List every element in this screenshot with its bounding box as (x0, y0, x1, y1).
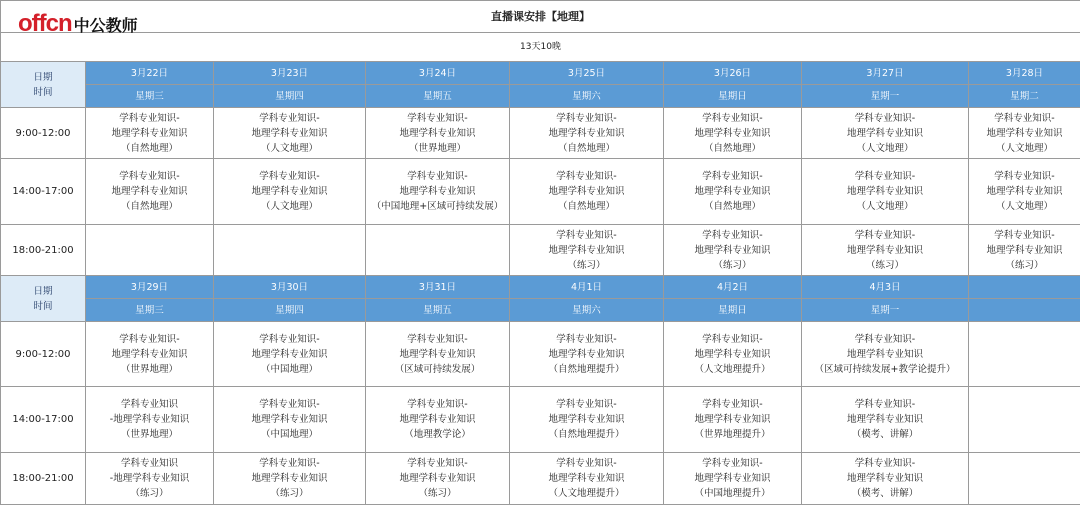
course-line: 学科专业知识- (510, 228, 663, 243)
weekday-cell (969, 299, 1080, 322)
course-line: （模考、讲解） (802, 486, 968, 501)
course-line: 地理学科专业知识 (664, 412, 801, 427)
course-line: 学科专业知识- (969, 228, 1080, 243)
course-cell (664, 453, 802, 505)
course-line: （人文地理） (214, 141, 365, 156)
course-line: 学科专业知识- (366, 111, 509, 126)
course-line: 学科专业知识- (510, 397, 663, 412)
course-line: 地理学科专业知识 (214, 184, 365, 199)
time-slot-row (1, 322, 1080, 387)
course-line: 地理学科专业知识 (802, 471, 968, 486)
course-line: （自然地理提升） (510, 427, 663, 442)
course-line: 地理学科专业知识 (802, 126, 968, 141)
weekday-cell: 星期六 (510, 299, 664, 322)
course-line: 地理学科专业知识 (969, 184, 1080, 199)
course-cell (664, 225, 802, 276)
time-slot-label: 18:00-21:00 (1, 453, 86, 505)
course-cell (664, 159, 802, 225)
course-line: 学科专业知识- (969, 111, 1080, 126)
course-line: 地理学科专业知识 (802, 184, 968, 199)
time-slot-label: 14:00-17:00 (1, 387, 86, 453)
weekday-cell: 星期一 (802, 85, 969, 108)
course-line: （世界地理） (86, 362, 213, 377)
course-line: （地理教学论） (366, 427, 509, 442)
course-line: 地理学科专业知识 (664, 347, 801, 362)
course-cell (214, 322, 366, 387)
course-line: （模考、讲解） (802, 427, 968, 442)
course-cell (86, 322, 214, 387)
date-cell: 3月27日 (802, 62, 969, 85)
course-cell (510, 322, 664, 387)
course-line: （区域可持续发展） (366, 362, 509, 377)
course-line: -地理学科专业知识 (86, 412, 213, 427)
course-cell (86, 387, 214, 453)
label-time: 时间 (1, 85, 85, 100)
date-header-row (1, 276, 1080, 299)
course-line: 地理学科专业知识 (86, 126, 213, 141)
course-line: （自然地理） (510, 141, 663, 156)
course-cell (214, 453, 366, 505)
course-cell (510, 453, 664, 505)
weekday-cell: 星期六 (510, 85, 664, 108)
weekday-cell: 星期四 (214, 85, 366, 108)
course-line: （自然地理） (664, 199, 801, 214)
course-cell (969, 159, 1080, 225)
course-cell (86, 108, 214, 159)
course-line: （自然地理） (86, 141, 213, 156)
date-cell: 3月23日 (214, 62, 366, 85)
time-slot-row (1, 387, 1080, 453)
offcn-logo (18, 6, 138, 42)
course-line: 地理学科专业知识 (366, 471, 509, 486)
course-line: （人文地理） (214, 199, 365, 214)
course-line: （区域可持续发展+教学论提升） (802, 362, 968, 377)
course-line: 地理学科专业知识 (969, 243, 1080, 258)
course-line: （中国地理提升） (664, 486, 801, 501)
course-line: （人文地理） (969, 141, 1080, 156)
course-line: 学科专业知识- (802, 169, 968, 184)
course-line: 学科专业知识- (664, 332, 801, 347)
weekday-cell: 星期二 (969, 85, 1080, 108)
course-cell (664, 108, 802, 159)
course-line: 学科专业知识- (366, 169, 509, 184)
course-line: （自然地理） (86, 199, 213, 214)
course-line: 学科专业知识- (214, 332, 365, 347)
course-line: 学科专业知识- (510, 332, 663, 347)
course-line: 学科专业知识- (214, 169, 365, 184)
weekday-cell: 星期五 (366, 85, 510, 108)
course-cell (510, 108, 664, 159)
course-line: 学科专业知识- (510, 111, 663, 126)
course-line: 学科专业知识- (86, 111, 213, 126)
course-line: 学科专业知识- (802, 332, 968, 347)
weekday-header-row (1, 299, 1080, 322)
course-line: 地理学科专业知识 (214, 412, 365, 427)
date-time-label (1, 62, 86, 108)
course-line: 地理学科专业知识 (214, 471, 365, 486)
weekday-cell: 星期三 (86, 299, 214, 322)
course-line: 学科专业知识 (86, 456, 213, 471)
course-line: （世界地理） (366, 141, 509, 156)
course-line: 学科专业知识- (214, 456, 365, 471)
course-cell (969, 387, 1080, 453)
course-line: 地理学科专业知识 (366, 184, 509, 199)
course-cell (664, 322, 802, 387)
course-line: （人文地理） (802, 199, 968, 214)
weekday-cell: 星期日 (664, 85, 802, 108)
course-cell (969, 108, 1080, 159)
course-line: 学科专业知识- (664, 111, 801, 126)
course-cell (214, 387, 366, 453)
course-line: 地理学科专业知识 (802, 243, 968, 258)
date-cell: 3月30日 (214, 276, 366, 299)
course-line: 地理学科专业知识 (664, 184, 801, 199)
course-line: 学科专业知识- (86, 332, 213, 347)
course-cell (86, 225, 214, 276)
course-line: 地理学科专业知识 (510, 471, 663, 486)
course-line: 地理学科专业知识 (86, 347, 213, 362)
date-cell: 3月28日 (969, 62, 1080, 85)
course-cell (802, 108, 969, 159)
course-line: 学科专业知识- (802, 111, 968, 126)
label-date: 日期 (1, 284, 85, 299)
course-line: 地理学科专业知识 (664, 243, 801, 258)
course-cell (802, 225, 969, 276)
course-line: （人文地理提升） (664, 362, 801, 377)
date-cell: 4月2日 (664, 276, 802, 299)
course-line: 学科专业知识- (510, 456, 663, 471)
course-line: 学科专业知识- (664, 397, 801, 412)
date-cell: 3月25日 (510, 62, 664, 85)
course-line: 地理学科专业知识 (664, 126, 801, 141)
course-line: 地理学科专业知识 (969, 126, 1080, 141)
course-line: 学科专业知识- (802, 456, 968, 471)
course-line: （人文地理） (802, 141, 968, 156)
course-line: 学科专业知识 (86, 397, 213, 412)
course-line: 地理学科专业知识 (510, 347, 663, 362)
date-cell: 3月29日 (86, 276, 214, 299)
course-line: （练习） (86, 486, 213, 501)
course-line: 地理学科专业知识 (214, 126, 365, 141)
course-line: 学科专业知识- (366, 456, 509, 471)
time-slot-label: 9:00-12:00 (1, 108, 86, 159)
course-cell (802, 453, 969, 505)
date-cell: 3月24日 (366, 62, 510, 85)
course-line: 学科专业知识- (802, 397, 968, 412)
course-line: （练习） (510, 258, 663, 273)
course-cell (214, 159, 366, 225)
course-cell (214, 225, 366, 276)
time-slot-label: 18:00-21:00 (1, 225, 86, 276)
course-line: （世界地理提升） (664, 427, 801, 442)
course-cell (510, 159, 664, 225)
course-line: （人文地理） (969, 199, 1080, 214)
course-line: 地理学科专业知识 (214, 347, 365, 362)
weekday-cell: 星期四 (214, 299, 366, 322)
course-cell (86, 453, 214, 505)
course-line: （练习） (664, 258, 801, 273)
course-line: 地理学科专业知识 (802, 412, 968, 427)
course-line: 地理学科专业知识 (802, 347, 968, 362)
course-line: 学科专业知识- (366, 332, 509, 347)
course-line: 地理学科专业知识 (366, 347, 509, 362)
label-time: 时间 (1, 299, 85, 314)
time-slot-label: 14:00-17:00 (1, 159, 86, 225)
course-cell (214, 108, 366, 159)
course-line: 学科专业知识- (664, 228, 801, 243)
course-cell (366, 159, 510, 225)
course-cell (802, 322, 969, 387)
course-line: （练习） (366, 486, 509, 501)
course-line: 学科专业知识- (510, 169, 663, 184)
course-cell (366, 225, 510, 276)
time-slot-label: 9:00-12:00 (1, 322, 86, 387)
course-cell (366, 322, 510, 387)
course-line: 学科专业知识- (86, 169, 213, 184)
weekday-cell: 星期五 (366, 299, 510, 322)
schedule-subtitle: 13天10晚 (1, 33, 1080, 62)
logo-name: 中公教师 (74, 13, 138, 36)
date-cell: 4月3日 (802, 276, 969, 299)
date-cell: 3月22日 (86, 62, 214, 85)
course-cell (802, 159, 969, 225)
schedule-title: 直播课安排【地理】 (1, 1, 1080, 33)
course-line: （中国地理） (214, 427, 365, 442)
course-line: （练习） (969, 258, 1080, 273)
course-line: （中国地理） (214, 362, 365, 377)
course-cell (969, 453, 1080, 505)
course-line: （自然地理） (664, 141, 801, 156)
course-line: 学科专业知识- (969, 169, 1080, 184)
course-cell (969, 225, 1080, 276)
course-line: 学科专业知识- (664, 169, 801, 184)
course-line: 地理学科专业知识 (664, 471, 801, 486)
time-slot-row (1, 159, 1080, 225)
date-cell: 3月31日 (366, 276, 510, 299)
time-slot-row (1, 108, 1080, 159)
course-line: 学科专业知识- (664, 456, 801, 471)
course-line: 地理学科专业知识 (510, 243, 663, 258)
date-time-label (1, 276, 86, 322)
course-cell (366, 108, 510, 159)
course-cell (366, 453, 510, 505)
course-cell (510, 225, 664, 276)
course-line: （自然地理） (510, 199, 663, 214)
weekday-cell: 星期三 (86, 85, 214, 108)
course-line: 学科专业知识- (802, 228, 968, 243)
date-cell (969, 276, 1080, 299)
course-cell (366, 387, 510, 453)
course-line: （练习） (802, 258, 968, 273)
course-line: （人文地理提升） (510, 486, 663, 501)
date-cell: 3月26日 (664, 62, 802, 85)
course-line: 地理学科专业知识 (510, 126, 663, 141)
course-cell (86, 159, 214, 225)
course-cell (510, 387, 664, 453)
time-slot-row (1, 225, 1080, 276)
time-slot-row (1, 453, 1080, 505)
weekday-cell: 星期日 (664, 299, 802, 322)
label-date: 日期 (1, 70, 85, 85)
course-line: （中国地理+区域可持续发展） (366, 199, 509, 214)
logo-brand: offcn (18, 10, 72, 38)
course-line: 学科专业知识- (214, 397, 365, 412)
course-line: 学科专业知识- (366, 397, 509, 412)
course-line: （自然地理提升） (510, 362, 663, 377)
course-cell (664, 387, 802, 453)
course-line: -地理学科专业知识 (86, 471, 213, 486)
course-line: 地理学科专业知识 (86, 184, 213, 199)
course-line: （练习） (214, 486, 365, 501)
weekday-cell: 星期一 (802, 299, 969, 322)
course-line: （世界地理） (86, 427, 213, 442)
course-line: 学科专业知识- (214, 111, 365, 126)
course-line: 地理学科专业知识 (366, 412, 509, 427)
course-cell (969, 322, 1080, 387)
course-line: 地理学科专业知识 (366, 126, 509, 141)
date-header-row (1, 62, 1080, 85)
date-cell: 4月1日 (510, 276, 664, 299)
course-line: 地理学科专业知识 (510, 184, 663, 199)
weekday-header-row (1, 85, 1080, 108)
course-line: 地理学科专业知识 (510, 412, 663, 427)
course-cell (802, 387, 969, 453)
